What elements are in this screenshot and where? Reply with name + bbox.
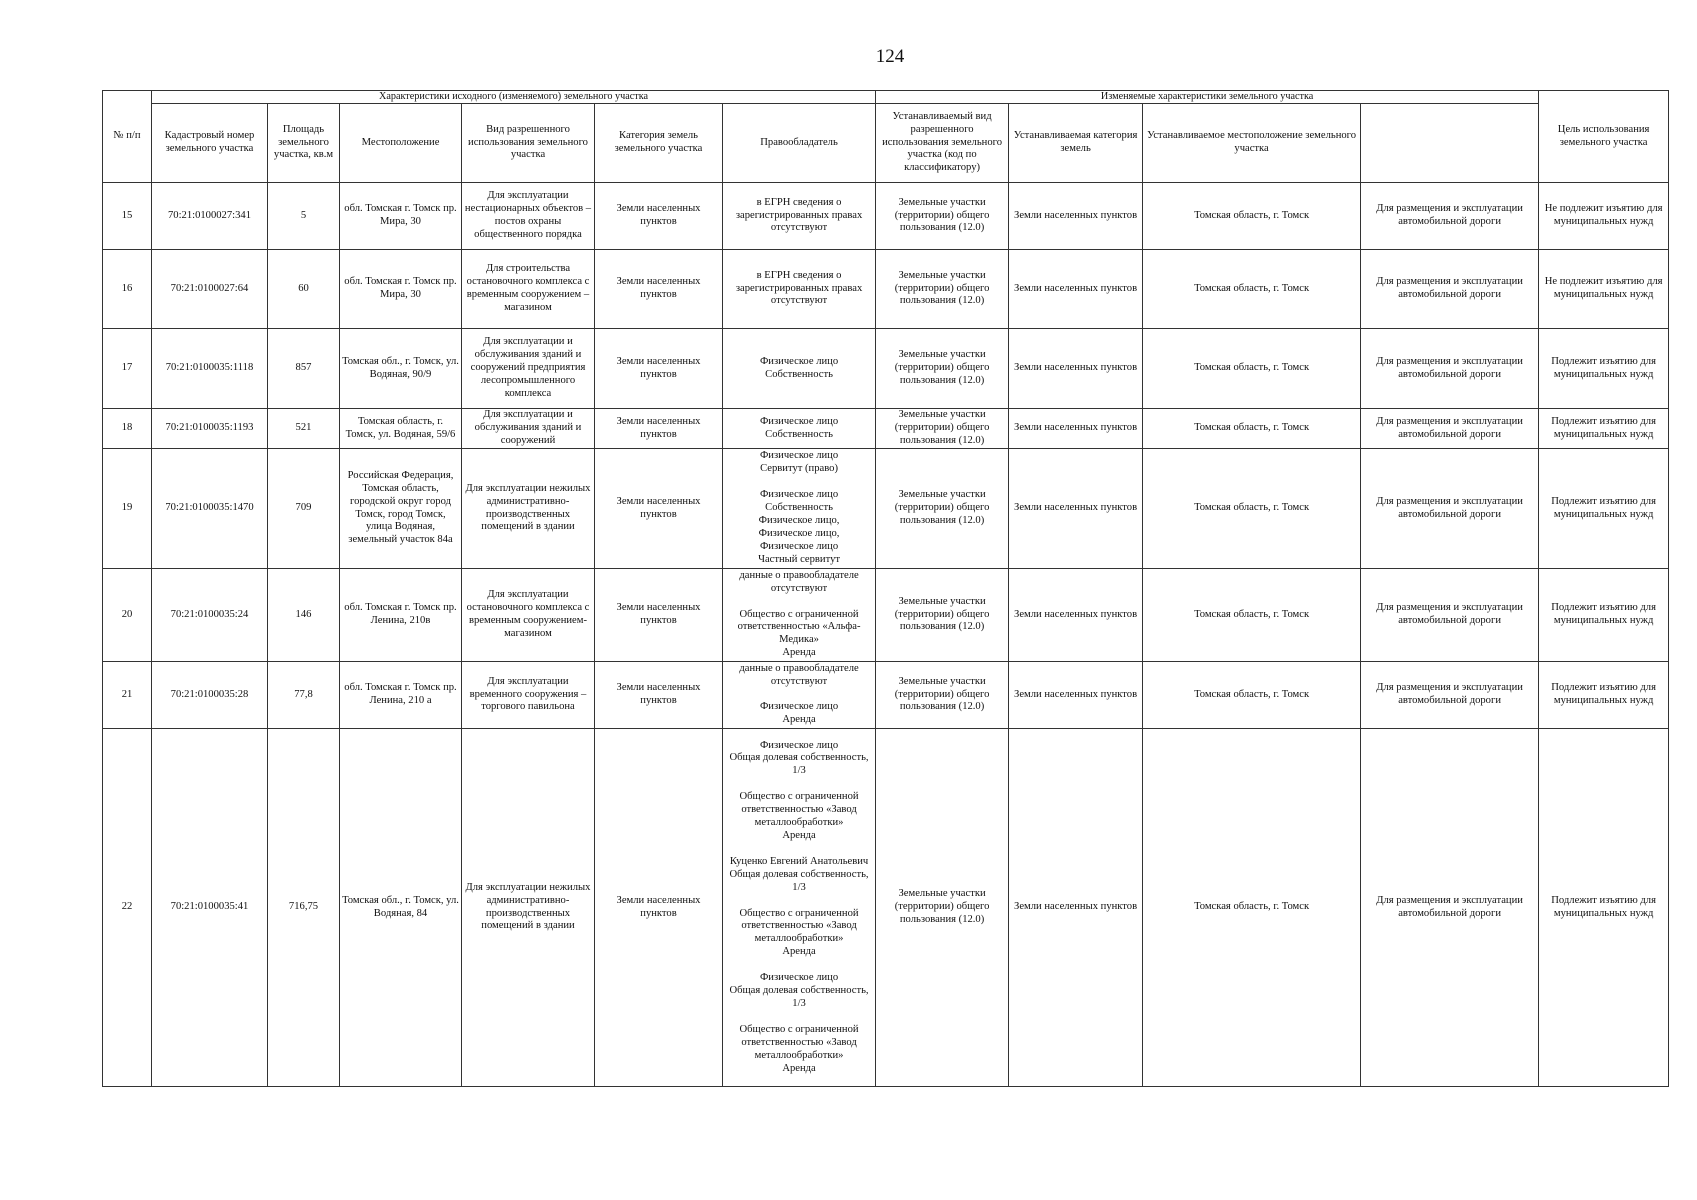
cell-purpose: Для размещения и эксплуатации автомобильной дороги bbox=[1361, 729, 1539, 1087]
cell-land-category: Земли населенных пунктов bbox=[595, 662, 723, 729]
cell-area: 5 bbox=[268, 183, 340, 250]
column-header-row bbox=[103, 104, 1669, 183]
cell-land-category: Земли населенных пунктов bbox=[595, 329, 723, 409]
cell-permitted-use: Для эксплуатации временного сооружения – торгового павильона bbox=[462, 662, 595, 729]
cell-purpose: Для размещения и эксплуатации автомобильной дороги bbox=[1361, 569, 1539, 662]
cell-new-location: Томская область, г. Томск bbox=[1143, 449, 1361, 569]
cell-number: 19 bbox=[103, 449, 152, 569]
cell-new-location: Томская область, г. Томск bbox=[1143, 183, 1361, 250]
column-header-number: № п/п bbox=[103, 91, 152, 183]
cell-owner: Физическое лицо Собственность bbox=[723, 409, 876, 449]
cell-land-category: Земли населенных пунктов bbox=[595, 183, 723, 250]
column-header-new-use: Устанавливаемый вид разрешенного использования земельного участка (код по классификатору) bbox=[876, 104, 1009, 183]
cell-new-location: Томская область, г. Томск bbox=[1143, 329, 1361, 409]
cell-area: 716,75 bbox=[268, 729, 340, 1087]
cell-area: 77,8 bbox=[268, 662, 340, 729]
cell-permitted-use: Для эксплуатации остановочного комплекса с временным сооружением-магазином bbox=[462, 569, 595, 662]
cell-seizure: Подлежит изъятию для муниципальных нужд bbox=[1539, 729, 1669, 1087]
cell-seizure: Подлежит изъятию для муниципальных нужд bbox=[1539, 329, 1669, 409]
cell-new-category: Земли населенных пунктов bbox=[1009, 729, 1143, 1087]
cell-number: 15 bbox=[103, 183, 152, 250]
cell-number: 22 bbox=[103, 729, 152, 1087]
table-row bbox=[103, 729, 1669, 1087]
column-header-location: Местоположение bbox=[340, 104, 462, 183]
cell-new-use: Земельные участки (территории) общего пользования (12.0) bbox=[876, 250, 1009, 329]
cell-location: обл. Томская г. Томск пр. Ленина, 210в bbox=[340, 569, 462, 662]
cell-new-use: Земельные участки (территории) общего пользования (12.0) bbox=[876, 662, 1009, 729]
cell-purpose: Для размещения и эксплуатации автомобильной дороги bbox=[1361, 449, 1539, 569]
cell-land-category: Земли населенных пунктов bbox=[595, 569, 723, 662]
cell-purpose: Для размещения и эксплуатации автомобильной дороги bbox=[1361, 329, 1539, 409]
cell-new-use: Земельные участки (территории) общего пользования (12.0) bbox=[876, 183, 1009, 250]
cell-number: 16 bbox=[103, 250, 152, 329]
column-header-land-category: Категория земель земельного участка bbox=[595, 104, 723, 183]
column-header-owner: Правообладатель bbox=[723, 104, 876, 183]
cell-location: обл. Томская г. Томск пр. Мира, 30 bbox=[340, 250, 462, 329]
cell-owner: данные о правообладателе отсутствуют Физическое лицо Аренда bbox=[723, 662, 876, 729]
cell-permitted-use: Для эксплуатации и обслуживания зданий и сооружений bbox=[462, 409, 595, 449]
cell-cadastral-number: 70:21:0100035:24 bbox=[152, 569, 268, 662]
cell-location: Российская Федерация, Томская область, городской округ город Томск, город Томск, улица Водяная, земельный участок 84а bbox=[340, 449, 462, 569]
cell-permitted-use: Для эксплуатации и обслуживания зданий и сооружений предприятия лесопромышленного комплекса bbox=[462, 329, 595, 409]
cell-new-location: Томская область, г. Томск bbox=[1143, 409, 1361, 449]
column-header-new-category: Устанавливаемая категория земель bbox=[1009, 104, 1143, 183]
cell-number: 17 bbox=[103, 329, 152, 409]
cell-cadastral-number: 70:21:0100035:1118 bbox=[152, 329, 268, 409]
table-row bbox=[103, 250, 1669, 329]
cell-new-use: Земельные участки (территории) общего пользования (12.0) bbox=[876, 329, 1009, 409]
cell-location: Томская обл., г. Томск, ул. Водяная, 84 bbox=[340, 729, 462, 1087]
cell-purpose: Для размещения и эксплуатации автомобильной дороги bbox=[1361, 250, 1539, 329]
cell-new-use: Земельные участки (территории) общего пользования (12.0) bbox=[876, 449, 1009, 569]
cell-new-use: Земельные участки (территории) общего пользования (12.0) bbox=[876, 729, 1009, 1087]
cell-owner: в ЕГРН сведения о зарегистрированных правах отсутствуют bbox=[723, 183, 876, 250]
column-header-purpose: Цель использования земельного участка bbox=[1539, 91, 1669, 183]
cell-owner: данные о правообладателе отсутствуют Общество с ограниченной ответственностью «Альфа-Медика» Аренда bbox=[723, 569, 876, 662]
cell-number: 18 bbox=[103, 409, 152, 449]
cell-area: 146 bbox=[268, 569, 340, 662]
table-row bbox=[103, 183, 1669, 250]
cell-area: 60 bbox=[268, 250, 340, 329]
cell-permitted-use: Для эксплуатации нежилых административно-производственных помещений в здании bbox=[462, 449, 595, 569]
cell-new-category: Земли населенных пунктов bbox=[1009, 329, 1143, 409]
cell-permitted-use: Для эксплуатации нежилых административно-производственных помещений в здании bbox=[462, 729, 595, 1087]
cell-purpose: Для размещения и эксплуатации автомобильной дороги bbox=[1361, 409, 1539, 449]
cell-land-category: Земли населенных пунктов bbox=[595, 729, 723, 1087]
cell-area: 709 bbox=[268, 449, 340, 569]
cell-seizure: Не подлежит изъятию для муниципальных нужд bbox=[1539, 250, 1669, 329]
land-plots-table bbox=[102, 90, 1669, 1087]
table-row bbox=[103, 329, 1669, 409]
cell-location: Томская обл., г. Томск, ул. Водяная, 90/9 bbox=[340, 329, 462, 409]
cell-purpose: Для размещения и эксплуатации автомобильной дороги bbox=[1361, 662, 1539, 729]
cell-new-use: Земельные участки (территории) общего пользования (12.0) bbox=[876, 569, 1009, 662]
cell-permitted-use: Для строительства остановочного комплекса с временным сооружением – магазином bbox=[462, 250, 595, 329]
column-header-area: Площадь земельного участка, кв.м bbox=[268, 104, 340, 183]
group-header-source: Характеристики исходного (изменяемого) земельного участка bbox=[152, 91, 876, 104]
cell-cadastral-number: 70:21:0100035:1470 bbox=[152, 449, 268, 569]
cell-owner: в ЕГРН сведения о зарегистрированных правах отсутствуют bbox=[723, 250, 876, 329]
cell-permitted-use: Для эксплуатации нестационарных объектов –постов охраны общественного порядка bbox=[462, 183, 595, 250]
cell-seizure: Подлежит изъятию для муниципальных нужд bbox=[1539, 449, 1669, 569]
column-header-cadastral: Кадастровый номер земельного участка bbox=[152, 104, 268, 183]
cell-number: 21 bbox=[103, 662, 152, 729]
cell-location: обл. Томская г. Томск пр. Мира, 30 bbox=[340, 183, 462, 250]
cell-new-location: Томская область, г. Томск bbox=[1143, 662, 1361, 729]
table-body bbox=[103, 183, 1669, 1087]
cell-land-category: Земли населенных пунктов bbox=[595, 409, 723, 449]
column-header-permitted-use: Вид разрешенного использования земельного участка bbox=[462, 104, 595, 183]
cell-new-category: Земли населенных пунктов bbox=[1009, 569, 1143, 662]
cell-cadastral-number: 70:21:0100035:1193 bbox=[152, 409, 268, 449]
cell-cadastral-number: 70:21:0100027:341 bbox=[152, 183, 268, 250]
cell-owner: Физическое лицо Общая долевая собственность, 1/3 Общество с ограниченной ответственностью «Завод металлообработки» Аренда Куценко Евгений Анатольевич Общая долевая собственность, 1/3 Общество с ограниченной ответственностью «Завод металлообработки» Аренда Физическое лицо Общая долевая собственность, 1/3 Общество с ограниченной ответственностью «Завод металлообработки» Аренда bbox=[723, 729, 876, 1087]
cell-new-location: Томская область, г. Томск bbox=[1143, 729, 1361, 1087]
cell-new-category: Земли населенных пунктов bbox=[1009, 449, 1143, 569]
cell-new-category: Земли населенных пунктов bbox=[1009, 250, 1143, 329]
cell-new-category: Земли населенных пунктов bbox=[1009, 183, 1143, 250]
table-row bbox=[103, 569, 1669, 662]
cell-new-location: Томская область, г. Томск bbox=[1143, 569, 1361, 662]
cell-seizure: Подлежит изъятию для муниципальных нужд bbox=[1539, 409, 1669, 449]
cell-new-category: Земли населенных пунктов bbox=[1009, 662, 1143, 729]
cell-cadastral-number: 70:21:0100035:28 bbox=[152, 662, 268, 729]
cell-area: 521 bbox=[268, 409, 340, 449]
cell-cadastral-number: 70:21:0100027:64 bbox=[152, 250, 268, 329]
cell-owner: Физическое лицо Сервитут (право) Физическое лицо Собственность Физическое лицо, Физическое лицо, Физическое лицо Частный сервитут bbox=[723, 449, 876, 569]
cell-new-location: Томская область, г. Томск bbox=[1143, 250, 1361, 329]
cell-new-use: Земельные участки (территории) общего пользования (12.0) bbox=[876, 409, 1009, 449]
page-number: 124 bbox=[875, 46, 905, 67]
cell-seizure: Не подлежит изъятию для муниципальных нужд bbox=[1539, 183, 1669, 250]
group-header-changed: Изменяемые характеристики земельного участка bbox=[876, 91, 1539, 104]
cell-location: обл. Томская г. Томск пр. Ленина, 210 а bbox=[340, 662, 462, 729]
cell-land-category: Земли населенных пунктов bbox=[595, 250, 723, 329]
cell-number: 20 bbox=[103, 569, 152, 662]
table-row bbox=[103, 662, 1669, 729]
cell-land-category: Земли населенных пунктов bbox=[595, 449, 723, 569]
table-row bbox=[103, 409, 1669, 449]
column-header-new-location: Устанавливаемое местоположение земельного участка bbox=[1143, 104, 1361, 183]
cell-owner: Физическое лицо Собственность bbox=[723, 329, 876, 409]
cell-seizure: Подлежит изъятию для муниципальных нужд bbox=[1539, 662, 1669, 729]
cell-area: 857 bbox=[268, 329, 340, 409]
cell-cadastral-number: 70:21:0100035:41 bbox=[152, 729, 268, 1087]
cell-seizure: Подлежит изъятию для муниципальных нужд bbox=[1539, 569, 1669, 662]
cell-purpose: Для размещения и эксплуатации автомобильной дороги bbox=[1361, 183, 1539, 250]
cell-new-category: Земли населенных пунктов bbox=[1009, 409, 1143, 449]
cell-location: Томская область, г. Томск, ул. Водяная, 59/6 bbox=[340, 409, 462, 449]
table-row bbox=[103, 449, 1669, 569]
group-header-row bbox=[103, 91, 1669, 104]
